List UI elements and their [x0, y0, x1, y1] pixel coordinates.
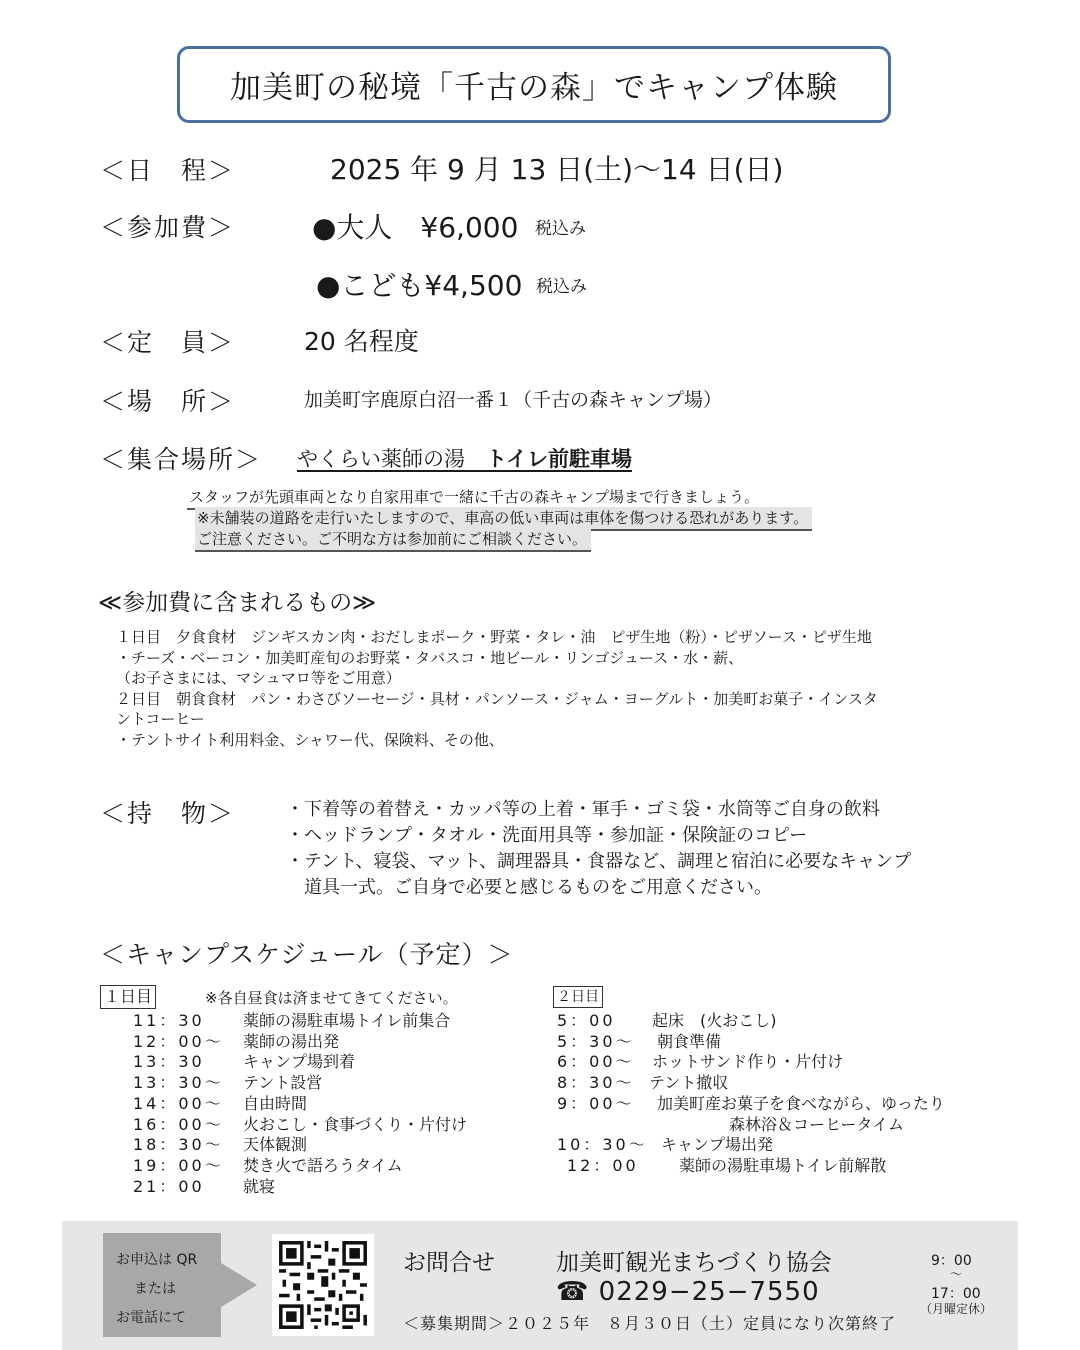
- schedule-time: [557, 1115, 729, 1136]
- meeting-place: [297, 443, 632, 473]
- meeting-place-name: やくらい薬師の湯: [297, 447, 465, 471]
- schedule-text: 薬師の湯出発: [243, 1031, 340, 1051]
- schedule-row: [133, 1156, 467, 1177]
- schedule-text: 自由時間: [243, 1093, 308, 1113]
- schedule-row: [557, 1032, 945, 1053]
- qr-code[interactable]: [272, 1234, 374, 1336]
- schedule-time: 5：30〜: [557, 1031, 635, 1051]
- apply-line: お電話にて: [116, 1310, 186, 1326]
- schedule-text: 薬師の湯駐車場トイレ前集合: [243, 1011, 451, 1030]
- day1-label: １日目: [100, 985, 156, 1009]
- schedule-time: 13：30: [133, 1052, 205, 1072]
- schedule-text: 就寝: [243, 1176, 276, 1196]
- schedule-row: [133, 1177, 467, 1198]
- schedule-time: 14：00〜: [133, 1093, 224, 1113]
- schedule-row: [133, 1115, 467, 1136]
- schedule-time: 9：00〜: [557, 1093, 635, 1113]
- page-title-text: 加美町の秘境「千古の森」でキャンプ体験: [230, 70, 838, 106]
- apply-text: [116, 1246, 197, 1333]
- schedule-time: 12：00: [567, 1155, 639, 1175]
- hours-start: 9：00: [931, 1253, 972, 1269]
- schedule-time: 16：00〜: [133, 1114, 224, 1134]
- schedule-text: キャンプ場出発: [661, 1135, 774, 1155]
- hours-tilde: 〜: [950, 1267, 963, 1281]
- schedule-time: 6：00〜: [557, 1052, 635, 1072]
- schedule-row: [557, 1135, 945, 1156]
- schedule-time: 19：00〜: [133, 1155, 224, 1175]
- schedule-time: 11：30: [133, 1011, 205, 1030]
- schedule-row: [133, 1011, 467, 1032]
- closed-day: （月曜定休）: [920, 1302, 993, 1316]
- schedule-row: [133, 1135, 467, 1156]
- camp-schedule-heading: ＜キャンプスケジュール（予定）＞: [100, 940, 514, 969]
- apply-arrow-icon: [221, 1263, 257, 1307]
- schedule-text: 加美町産お菓子を食べながら、ゆったり: [657, 1093, 945, 1113]
- meeting-place-parking: トイレ前駐車場: [486, 447, 632, 471]
- apply-line: または: [134, 1281, 176, 1297]
- schedule-text: キャンプ場到着: [243, 1052, 356, 1072]
- date-value: 2025 年 9 月 13 日(土)〜14 日(日): [330, 153, 784, 186]
- belongings-line: ・下着等の着替え・カッパ等の上着・軍手・ゴミ袋・水筒等ご自身の飲料: [286, 799, 880, 820]
- day2-label: ２日目: [553, 986, 603, 1008]
- belongings-label: ＜持 物＞: [100, 799, 236, 828]
- included-line: ２日目 朝食食材 パン・わさびソーセージ・具材・パンソース・ジャム・ヨーグルト・加美町お菓子・インスタ: [116, 689, 878, 708]
- belongings-line: ・ヘッドランプ・タオル・洗面用具等・参加証・保険証のコピー: [286, 825, 808, 846]
- schedule-text: 焚き火で語ろうタイム: [243, 1155, 403, 1175]
- contact-phone[interactable]: ☎ 0229−25−7550: [556, 1277, 820, 1307]
- schedule-time: 18：30〜: [133, 1135, 224, 1155]
- schedule-row: [557, 1073, 945, 1094]
- place-value: 加美町字鹿原白沼一番１（千古の森キャンプ場）: [304, 389, 723, 411]
- schedule-text: 森林浴＆コーヒータイム: [729, 1114, 905, 1134]
- page-title: [177, 46, 891, 123]
- schedule-time: 21：00: [133, 1176, 205, 1196]
- belongings-line: 道具一式。ご自身で必要と感じるものをご用意ください。: [286, 877, 772, 898]
- included-line: ・チーズ・ベーコン・加美町産旬のお野菜・タバスコ・地ビール・リンゴジュース・水・薪、: [116, 648, 744, 667]
- meeting-note-2: ※未舗装の道路を走行いたしますので、車高の低い車両は車体を傷つける恐れがあります。: [195, 507, 812, 531]
- fee-label: ＜参加費＞: [100, 213, 236, 242]
- meeting-note-1: スタッフが先頭車両となり自家用車で一緒に千古の森キャンプ場まで行きましょう。: [187, 486, 763, 510]
- belongings-list: [286, 797, 911, 901]
- schedule-row: [133, 1052, 467, 1073]
- day2-schedule: [557, 1011, 945, 1177]
- schedule-row: [557, 1052, 945, 1073]
- schedule-text: 薬師の湯駐車場トイレ前解散: [679, 1155, 887, 1175]
- included-line: ・テントサイト利用料金、シャワー代、保険料、その他、: [116, 730, 504, 749]
- schedule-time: 10：30〜: [557, 1135, 648, 1155]
- fee-child-tax: 税込み: [536, 277, 587, 297]
- schedule-text: テント設営: [243, 1073, 323, 1093]
- included-line: １日目 夕食食材 ジンギスカン肉・おだしまポーク・野菜・タレ・油 ピザ生地（粉）・ピザソース・ピザ生地: [116, 628, 872, 646]
- schedule-text: 起床 (火おこし): [652, 1011, 777, 1030]
- schedule-text: 天体観測: [243, 1135, 308, 1155]
- schedule-text: ホットサンド作り・片付け: [652, 1052, 844, 1072]
- schedule-row: [557, 1011, 945, 1032]
- included-heading: ≪参加費に含まれるもの≫: [98, 590, 377, 616]
- schedule-row: [133, 1073, 467, 1094]
- fee-child: ●こども¥4,500: [316, 269, 523, 302]
- day1-schedule: [133, 1011, 467, 1197]
- schedule-row: [557, 1115, 945, 1136]
- belongings-line: ・テント、寝袋、マット、調理器具・食器など、調理と宿泊に必要なキャンプ: [286, 851, 912, 872]
- day1-note: ※各自昼食は済ませてきてください。: [205, 989, 458, 1007]
- schedule-time: 5：00: [557, 1011, 616, 1030]
- schedule-row: [133, 1094, 467, 1115]
- hours-end: 17：00: [931, 1286, 981, 1302]
- apply-line: お申込は QR: [116, 1252, 198, 1268]
- schedule-time: 13：30〜: [133, 1073, 224, 1093]
- included-line: （お子さまには、マシュマロ等をご用意）: [116, 669, 401, 687]
- contact-label: お問合せ: [403, 1250, 495, 1276]
- schedule-row: [557, 1156, 945, 1177]
- included-list: [116, 627, 996, 750]
- meeting-label: ＜集合場所＞: [100, 445, 263, 474]
- schedule-text: 火おこし・食事づくり・片付け: [243, 1114, 468, 1134]
- schedule-row: [133, 1032, 467, 1053]
- date-label: ＜日 程＞: [100, 156, 236, 185]
- fee-adult: ●大人 ¥6,000: [312, 211, 519, 244]
- schedule-text: 朝食準備: [657, 1031, 722, 1051]
- fee-adult-tax: 税込み: [535, 219, 586, 239]
- contact-org: 加美町観光まちづくり協会: [556, 1250, 832, 1276]
- included-line: ントコーヒー: [116, 710, 205, 728]
- capacity-value: 20 名程度: [304, 327, 419, 356]
- schedule-time: 12：00〜: [133, 1031, 224, 1051]
- schedule-text: テント撤収: [649, 1073, 729, 1093]
- place-label: ＜場 所＞: [100, 387, 236, 416]
- recruitment-period: ＜募集期間＞２０２５年 ８月３０日（土）定員になり次第終了: [403, 1314, 897, 1333]
- schedule-time: 8：30〜: [557, 1073, 635, 1093]
- meeting-note-3: ご注意ください。ご不明な方は参加前にご相談ください。: [195, 528, 591, 552]
- capacity-label: ＜定 員＞: [100, 328, 236, 357]
- schedule-row: [557, 1094, 945, 1115]
- qr-code-icon: [272, 1234, 374, 1336]
